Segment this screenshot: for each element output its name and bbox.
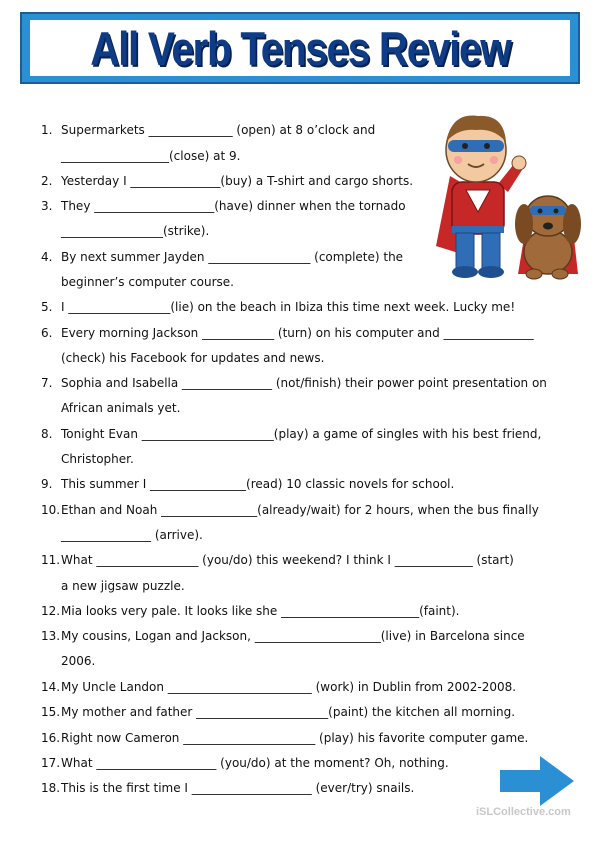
question-13 <box>41 629 525 644</box>
arrow-shape <box>500 756 574 806</box>
question-text: What _________________ (you/do) this weekend? I think I _____________ (start) <box>61 553 514 567</box>
dog-nose <box>543 223 553 230</box>
page-title: All Verb Tenses Review <box>89 21 511 75</box>
title-banner <box>20 12 580 84</box>
question-number: 12. <box>41 604 61 618</box>
question-11 <box>41 553 514 568</box>
left-leg <box>456 233 474 269</box>
question-5 <box>41 300 515 315</box>
question-15 <box>41 705 515 720</box>
question-text: Yesterday I _______________(buy) a T-shirt and cargo shorts. <box>61 174 414 188</box>
dog-head <box>526 196 570 236</box>
dog-right-eye <box>554 209 559 214</box>
question-number: 15. <box>41 705 61 719</box>
dog-mask <box>530 206 566 215</box>
question-18 <box>41 781 414 796</box>
title-banner-inner <box>30 20 570 76</box>
right-eye <box>484 143 490 149</box>
question-number: 7. <box>41 376 53 390</box>
right-cheek <box>490 156 498 164</box>
belt <box>452 226 504 233</box>
left-boot <box>452 266 478 278</box>
question-text: Mia looks very pale. It looks like she _______________________(faint). <box>61 604 460 618</box>
question-number: 8. <box>41 427 53 441</box>
left-cheek <box>454 156 462 164</box>
question-number: 3. <box>41 199 53 213</box>
question-number: 1. <box>41 123 53 137</box>
question-2 <box>41 174 413 189</box>
question-text: What ____________________ (you/do) at the moment? Oh, nothing. <box>61 756 449 770</box>
right-boot <box>478 266 504 278</box>
question-number: 16. <box>41 731 61 745</box>
question-13-continuation: 2006. <box>61 654 96 668</box>
question-number: 4. <box>41 250 53 264</box>
question-text: Ethan and Noah ________________(already/wait) for 2 hours, when the bus finally <box>61 503 539 517</box>
question-text: I _________________(lie) on the beach in Ibiza this time next week. Lucky me! <box>61 300 516 314</box>
watermark: iSLCollective.com <box>476 806 571 818</box>
question-number: 5. <box>41 300 53 314</box>
question-number: 17. <box>41 756 61 770</box>
right-leg <box>482 233 500 269</box>
next-arrow-icon <box>500 756 574 806</box>
dog-left-eye <box>538 209 543 214</box>
question-text: Every morning Jackson ____________ (turn) on his computer and _______________ <box>61 326 534 340</box>
question-6 <box>41 326 534 341</box>
eye-mask <box>448 140 504 152</box>
question-3 <box>41 199 406 214</box>
dog-left-paw <box>526 269 542 279</box>
raised-hand <box>512 156 526 170</box>
question-text: My mother and father ______________________(paint) the kitchen all morning. <box>61 705 516 719</box>
question-4 <box>41 250 403 265</box>
question-text: My cousins, Logan and Jackson, _____________________(live) in Barcelona since <box>61 629 525 643</box>
left-eye <box>462 143 468 149</box>
superhero-boy-and-dog-illustration <box>428 106 588 282</box>
question-text: This summer I ________________(read) 10 classic novels for school. <box>61 477 455 491</box>
question-6-continuation: (check) his Facebook for updates and news. <box>61 351 325 365</box>
question-number: 13. <box>41 629 61 643</box>
question-16 <box>41 731 528 746</box>
question-number: 18. <box>41 781 61 795</box>
question-text: This is the first time I ____________________ (ever/try) snails. <box>61 781 415 795</box>
question-14 <box>41 680 516 695</box>
question-9 <box>41 477 454 492</box>
question-number: 11. <box>41 553 61 567</box>
question-text: By next summer Jayden _________________ (complete) the <box>61 250 404 264</box>
question-8-continuation: Christopher. <box>61 452 134 466</box>
question-7 <box>41 376 547 391</box>
question-4-continuation: beginner’s computer course. <box>61 275 234 289</box>
question-text: Sophia and Isabella _______________ (not/finish) their power point presentation on <box>61 376 547 390</box>
question-10-continuation: _______________ (arrive). <box>61 528 203 542</box>
question-11-continuation: a new jigsaw puzzle. <box>61 579 185 593</box>
question-8 <box>41 427 541 442</box>
question-1-continuation: __________________(close) at 9. <box>61 149 241 163</box>
question-10 <box>41 503 539 518</box>
question-number: 6. <box>41 326 53 340</box>
question-1 <box>41 123 375 138</box>
question-text: Right now Cameron ______________________ (play) his favorite computer game. <box>61 731 529 745</box>
question-12 <box>41 604 459 619</box>
question-17 <box>41 756 449 771</box>
question-text: My Uncle Landon ________________________ (work) in Dublin from 2002-2008. <box>61 680 517 694</box>
question-3-continuation: _________________(strike). <box>61 224 210 238</box>
question-text: Tonight Evan ______________________(play) a game of singles with his best friend, <box>61 427 542 441</box>
question-7-continuation: African animals yet. <box>61 401 181 415</box>
question-number: 9. <box>41 477 53 491</box>
question-number: 2. <box>41 174 53 188</box>
dog-right-paw <box>552 269 568 279</box>
question-number: 14. <box>41 680 61 694</box>
question-number: 10. <box>41 503 61 517</box>
question-text: They ____________________(have) dinner when the tornado <box>61 199 406 213</box>
question-text: Supermarkets ______________ (open) at 8 o’clock and <box>61 123 376 137</box>
